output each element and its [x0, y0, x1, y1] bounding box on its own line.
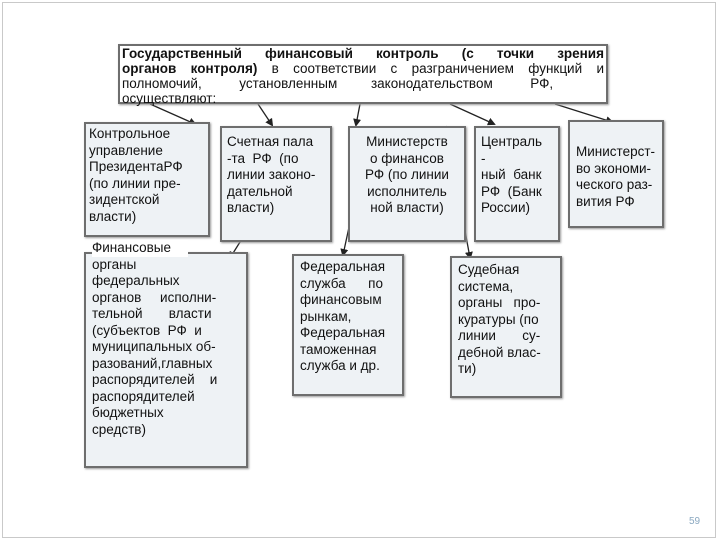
box-federal-services — [292, 254, 404, 396]
box-ministry-finance — [348, 126, 466, 242]
header-line-3: полномочий, установленным законодательством РФ, — [122, 76, 554, 91]
control-dept-line: зидентской — [89, 192, 160, 207]
control-dept-line: власти) — [89, 208, 137, 224]
accounts-chamber-line: дательной — [227, 183, 293, 199]
central-bank-line: РФ (Банк — [481, 183, 542, 199]
header-line-1: Государственный финансовый контроль (с точки зрения — [122, 46, 604, 61]
box-control-dept — [84, 122, 210, 237]
financial-bodies-line: распорядителей и — [92, 372, 218, 387]
financial-bodies-line: разований,главных — [92, 355, 213, 371]
federal-services-line: Федеральная — [300, 325, 386, 340]
federal-services-line: Федеральная — [300, 259, 386, 274]
ministry-finance-line: РФ (по линии — [365, 167, 449, 182]
financial-bodies-line: бюджетных — [92, 405, 164, 420]
financial-bodies-line: федеральных — [92, 273, 180, 288]
box-ministry-economy — [568, 120, 664, 228]
central-bank-line: России) — [481, 200, 530, 215]
financial-bodies-line: муниципальных об- — [92, 339, 216, 354]
control-dept-line: ПрезидентаРФ — [89, 159, 183, 174]
financial-bodies-line: органы — [92, 256, 137, 272]
box-financial-bodies — [84, 240, 248, 468]
control-dept-line: Контрольное — [89, 126, 171, 141]
federal-services-line: рынкам, — [300, 308, 352, 324]
ministry-economy-line: ческого раз- — [576, 177, 653, 192]
central-bank-line: ный банк — [481, 167, 542, 182]
federal-services-line: служба по — [300, 275, 383, 291]
financial-bodies-line: тельной власти — [92, 306, 212, 321]
arrow-to-central-bank — [450, 104, 494, 124]
accounts-chamber-line: линии законо- — [227, 167, 316, 182]
header-box — [118, 44, 608, 104]
financial-bodies-line: (субъектов РФ и — [92, 322, 202, 338]
header-line-2 — [122, 61, 604, 76]
accounts-chamber-line: власти) — [227, 200, 275, 215]
header-line-2-rest: в соответствии с разграничением функций и — [257, 61, 604, 76]
financial-bodies-line: средств) — [92, 421, 146, 437]
central-bank-line: - — [481, 150, 486, 166]
arrow-to-accounts-chamber — [258, 104, 272, 125]
federal-services-line: таможенная — [300, 341, 377, 357]
financial-bodies-line: органов исполни- — [92, 289, 217, 305]
federal-services-line: финансовым — [300, 292, 382, 307]
control-dept-line: управление — [89, 142, 163, 158]
page-number: 59 — [689, 516, 701, 527]
box-accounts-chamber — [220, 126, 332, 242]
ministry-finance-line: исполнитель — [367, 183, 447, 199]
accounts-chamber-line: Счетная пала — [227, 134, 314, 149]
ministry-finance-line: Министерств — [366, 134, 448, 149]
arrow-to-control-dept — [150, 104, 195, 124]
judicial-line: куратуры (по — [458, 311, 539, 327]
header-line-2-bold: органов контроля) — [122, 61, 258, 76]
box-judicial — [450, 256, 562, 398]
accounts-chamber-line: -та РФ (по — [227, 150, 299, 166]
federal-services-line: служба и др. — [300, 358, 380, 373]
judicial-line: органы про- — [458, 295, 541, 310]
judicial-line: линии су- — [458, 328, 541, 343]
judicial-line: система, — [458, 278, 514, 294]
financial-bodies-line: распорядителей — [92, 388, 195, 404]
arrow-to-ministry-finance — [356, 104, 360, 125]
ministry-economy-line: во экономи- — [576, 160, 652, 176]
control-dept-line: (по линии пре- — [89, 175, 181, 191]
central-bank-line: Централь — [481, 134, 543, 149]
ministry-finance-line: ной власти) — [370, 200, 444, 215]
judicial-line: дебной влас- — [458, 344, 541, 360]
financial-bodies-line: Финансовые — [92, 240, 188, 257]
box-central-bank — [474, 126, 560, 242]
ministry-finance-line: о финансов — [370, 150, 444, 166]
ministry-economy-line: Министерст- — [576, 144, 656, 159]
header-line-4: осуществляют: — [122, 91, 217, 106]
judicial-line: Судебная — [458, 262, 520, 277]
ministry-economy-line: вития РФ — [576, 193, 635, 209]
judicial-line: ти) — [458, 361, 477, 376]
